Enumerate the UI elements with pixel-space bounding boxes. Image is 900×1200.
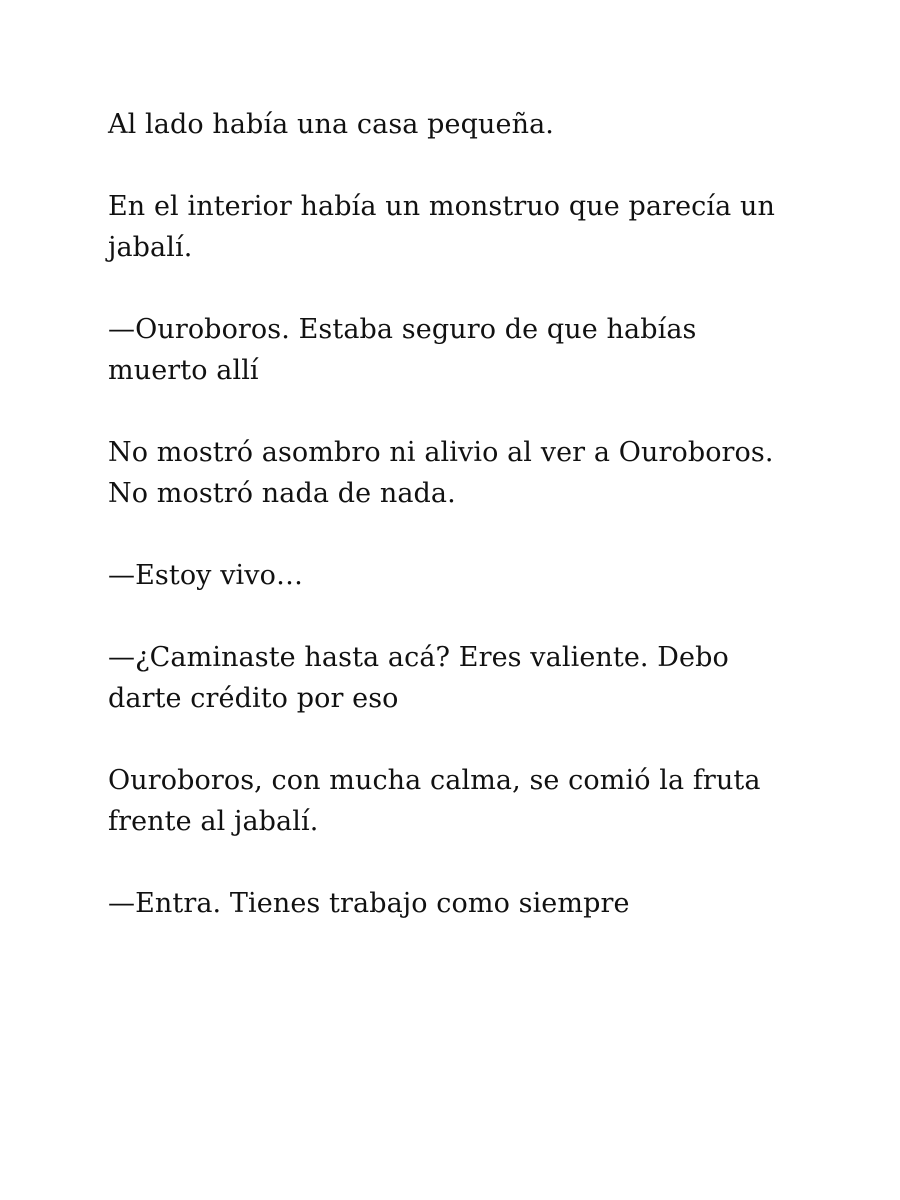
paragraph-1 — [108, 104, 808, 145]
paragraph-6 — [108, 637, 808, 719]
text-line: muerto allí — [108, 355, 259, 386]
text-line: —Ouroboros. Estaba seguro de que habías — [108, 314, 697, 345]
text-line: Ouroboros, con mucha calma, se comió la fruta — [108, 765, 761, 796]
paragraph-7 — [108, 760, 808, 842]
text-line: —Entra. Tienes trabajo como siempre — [108, 888, 630, 919]
paragraph-4 — [108, 432, 808, 514]
paragraph-2 — [108, 186, 808, 268]
text-line: —¿Caminaste hasta acá? Eres valiente. Debo — [108, 642, 729, 673]
text-line: —Estoy vivo… — [108, 560, 304, 591]
text-line: jabalí. — [108, 232, 193, 263]
paragraph-5 — [108, 555, 808, 596]
paragraph-3 — [108, 309, 808, 391]
text-body — [108, 104, 808, 965]
text-line: No mostró asombro ni alivio al ver a Ouroboros. — [108, 437, 774, 468]
text-line: No mostró nada de nada. — [108, 478, 456, 509]
text-line: darte crédito por eso — [108, 683, 399, 714]
text-line: frente al jabalí. — [108, 806, 319, 837]
text-line: Al lado había una casa pequeña. — [108, 109, 554, 140]
paragraph-8 — [108, 883, 808, 924]
text-line: En el interior había un monstruo que parecía un — [108, 191, 775, 222]
